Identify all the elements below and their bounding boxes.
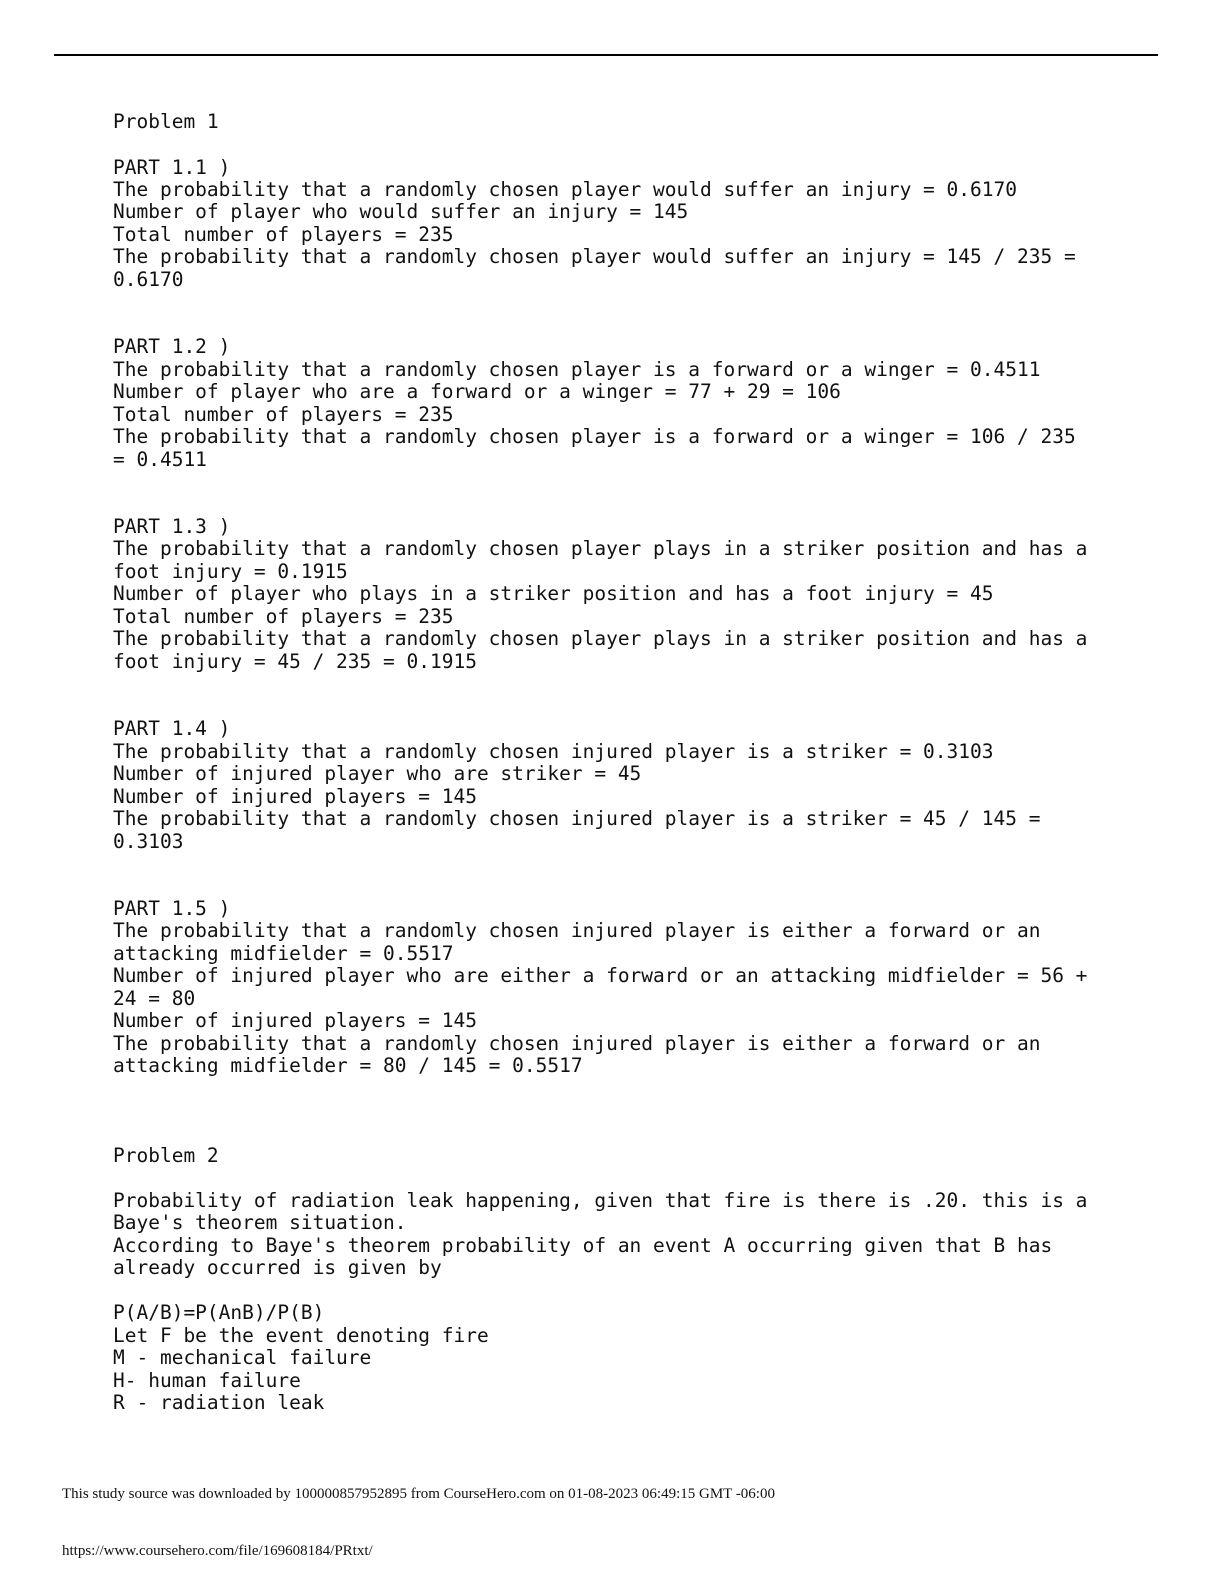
text-line: Total number of players = 235 [113,605,454,628]
text-line: R - radiation leak [113,1391,325,1414]
text-line: foot injury = 45 / 235 = 0.1915 [113,650,477,673]
text-line: Number of injured players = 145 [113,785,477,808]
text-line: Number of injured player who are striker = 45 [113,762,642,785]
part-1-5-heading: PART 1.5 ) [113,897,231,920]
text-line: The probability that a randomly chosen injured player is either a forward or an [113,1032,1041,1055]
text-line: Let F be the event denoting fire [113,1324,489,1347]
text-line: foot injury = 0.1915 [113,560,348,583]
formula-line: P(A/B)=P(AnB)/P(B) [113,1301,325,1324]
part-1-3-heading: PART 1.3 ) [113,515,231,538]
text-line: The probability that a randomly chosen injured player is a striker = 45 / 145 = [113,807,1041,830]
text-line: Number of injured player who are either a forward or an attacking midfielder = 56 + [113,964,1088,987]
part-1-2-heading: PART 1.2 ) [113,335,231,358]
text-line: M - mechanical failure [113,1346,372,1369]
text-line: attacking midfielder = 0.5517 [113,942,454,965]
problem-2-heading: Problem 2 [113,1144,219,1167]
text-line: Number of player who are a forward or a winger = 77 + 29 = 106 [113,380,841,403]
text-line: Total number of players = 235 [113,403,454,426]
text-line: The probability that a randomly chosen injured player is either a forward or an [113,919,1041,942]
text-line: Probability of radiation leak happening, given that fire is there is .20. this is a [113,1189,1088,1212]
text-line: The probability that a randomly chosen player is a forward or a winger = 106 / 235 [113,425,1076,448]
text-line: The probability that a randomly chosen player plays in a striker position and has a [113,627,1088,650]
text-line: already occurred is given by [113,1256,442,1279]
text-line: The probability that a randomly chosen player is a forward or a winger = 0.4511 [113,358,1041,381]
text-line: The probability that a randomly chosen player plays in a striker position and has a [113,537,1088,560]
text-line: The probability that a randomly chosen injured player is a striker = 0.3103 [113,740,994,763]
text-line: H- human failure [113,1369,301,1392]
text-line: The probability that a randomly chosen player would suffer an injury = 0.6170 [113,178,1017,201]
text-line: The probability that a randomly chosen player would suffer an injury = 145 / 235 = [113,245,1076,268]
text-line: attacking midfielder = 80 / 145 = 0.5517 [113,1054,583,1077]
part-1-4-heading: PART 1.4 ) [113,717,231,740]
text-line: Total number of players = 235 [113,223,454,246]
text-line: 24 = 80 [113,987,196,1010]
text-line: 0.6170 [113,268,184,291]
text-line: Number of injured players = 145 [113,1009,477,1032]
problem-1-heading: Problem 1 [113,110,219,133]
part-1-1-heading: PART 1.1 ) [113,156,231,179]
text-line: Number of player who would suffer an injury = 145 [113,200,689,223]
text-line: Number of player who plays in a striker position and has a foot injury = 45 [113,582,994,605]
top-rule [54,54,1158,56]
text-line: = 0.4511 [113,448,207,471]
text-line: Baye's theorem situation. [113,1211,407,1234]
source-url[interactable]: https://www.coursehero.com/file/169608184/PRtxt/ [62,1543,373,1559]
text-line: According to Baye's theorem probability of an event A occurring given that B has [113,1234,1053,1257]
download-notice: This study source was downloaded by 100000857952895 from CourseHero.com on 01-08-2023 06:49:15 GMT -06:00 [62,1486,775,1502]
text-line: 0.3103 [113,830,184,853]
